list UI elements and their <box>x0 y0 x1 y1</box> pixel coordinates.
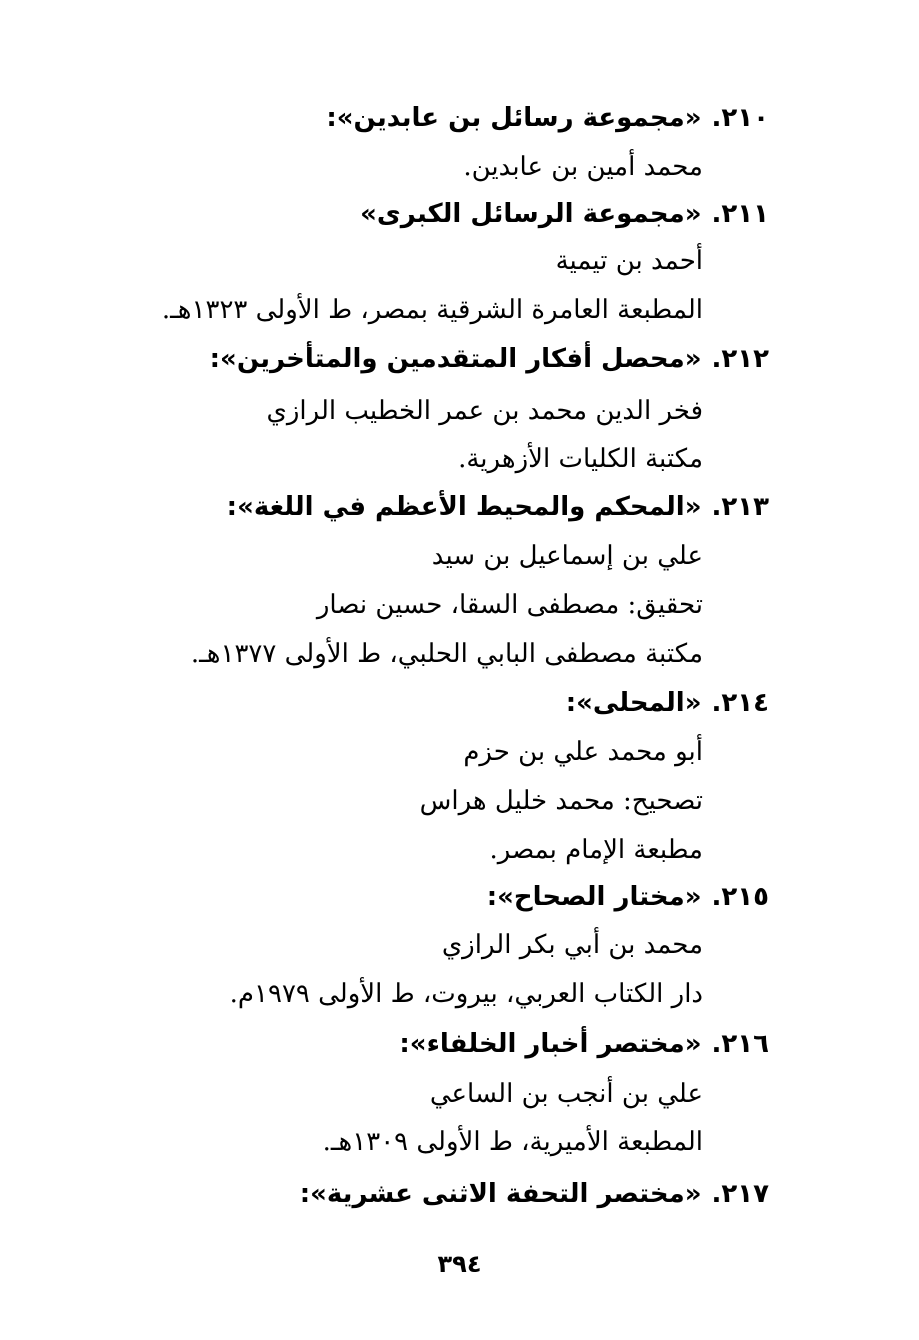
entry-heading <box>210 342 769 376</box>
entry-heading <box>326 101 769 135</box>
entry-title: «مختار الصحاح»: <box>486 882 702 912</box>
entry-heading <box>487 880 769 914</box>
entry-number: ٢١٥. <box>711 882 769 912</box>
entry-publisher: دار الكتاب العربي، بيروت، ط الأولى ١٩٧٩م. <box>229 979 703 1009</box>
entry-author: أبو محمد علي بن حزم <box>463 737 703 767</box>
entry-author: أحمد بن تيمية <box>555 246 703 276</box>
entry-author: علي بن أنجب بن الساعي <box>429 1079 703 1109</box>
entry-title: «مجموعة رسائل بن عابدين»: <box>326 103 702 133</box>
entry-author: علي بن إسماعيل بن سيد <box>431 541 703 571</box>
page-number: ٣٩٤ <box>437 1250 482 1278</box>
entry-number: ٢١٦. <box>711 1029 769 1059</box>
entry-title: «مجموعة الرسائل الكبرى» <box>360 199 702 229</box>
entry-title: «مختصر التحفة الاثنى عشرية»: <box>299 1179 702 1209</box>
entry-number: ٢١٢. <box>711 344 769 374</box>
entry-author: محمد بن أبي بكر الرازي <box>441 930 703 960</box>
entry-number: ٢١٧. <box>711 1179 769 1209</box>
entry-publisher: مكتبة مصطفى البابي الحلبي، ط الأولى ١٣٧٧هـ. <box>190 639 703 669</box>
entry-author: فخر الدين محمد بن عمر الخطيب الرازي <box>266 396 703 426</box>
entry-title: «المحكم والمحيط الأعظم في اللغة»: <box>226 492 702 522</box>
entry-heading <box>300 1177 769 1211</box>
entry-title: «المحلى»: <box>565 688 702 718</box>
entry-publisher: المطبعة الأميرية، ط الأولى ١٣٠٩هـ. <box>322 1127 703 1157</box>
entry-heading <box>566 686 769 720</box>
entry-editor: تصحيح: محمد خليل هراس <box>419 786 703 816</box>
entry-author: محمد أمين بن عابدين. <box>463 152 703 182</box>
entry-heading <box>227 490 769 524</box>
entry-title: «محصل أفكار المتقدمين والمتأخرين»: <box>209 344 702 374</box>
entry-number: ٢١١. <box>711 199 769 229</box>
entry-publisher: مكتبة الكليات الأزهرية. <box>458 444 703 474</box>
entry-number: ٢١٠. <box>711 103 769 133</box>
entry-publisher: مطبعة الإمام بمصر. <box>489 835 703 865</box>
entry-number: ٢١٤. <box>711 688 769 718</box>
entry-number: ٢١٣. <box>711 492 769 522</box>
entry-heading <box>360 197 769 231</box>
entry-heading <box>399 1027 769 1061</box>
entry-title: «مختصر أخبار الخلفاء»: <box>399 1029 702 1059</box>
entry-editor: تحقيق: مصطفى السقا، حسين نصار <box>316 590 703 620</box>
entry-publisher: المطبعة العامرة الشرقية بمصر، ط الأولى ١٣٢٣هـ. <box>161 295 703 325</box>
